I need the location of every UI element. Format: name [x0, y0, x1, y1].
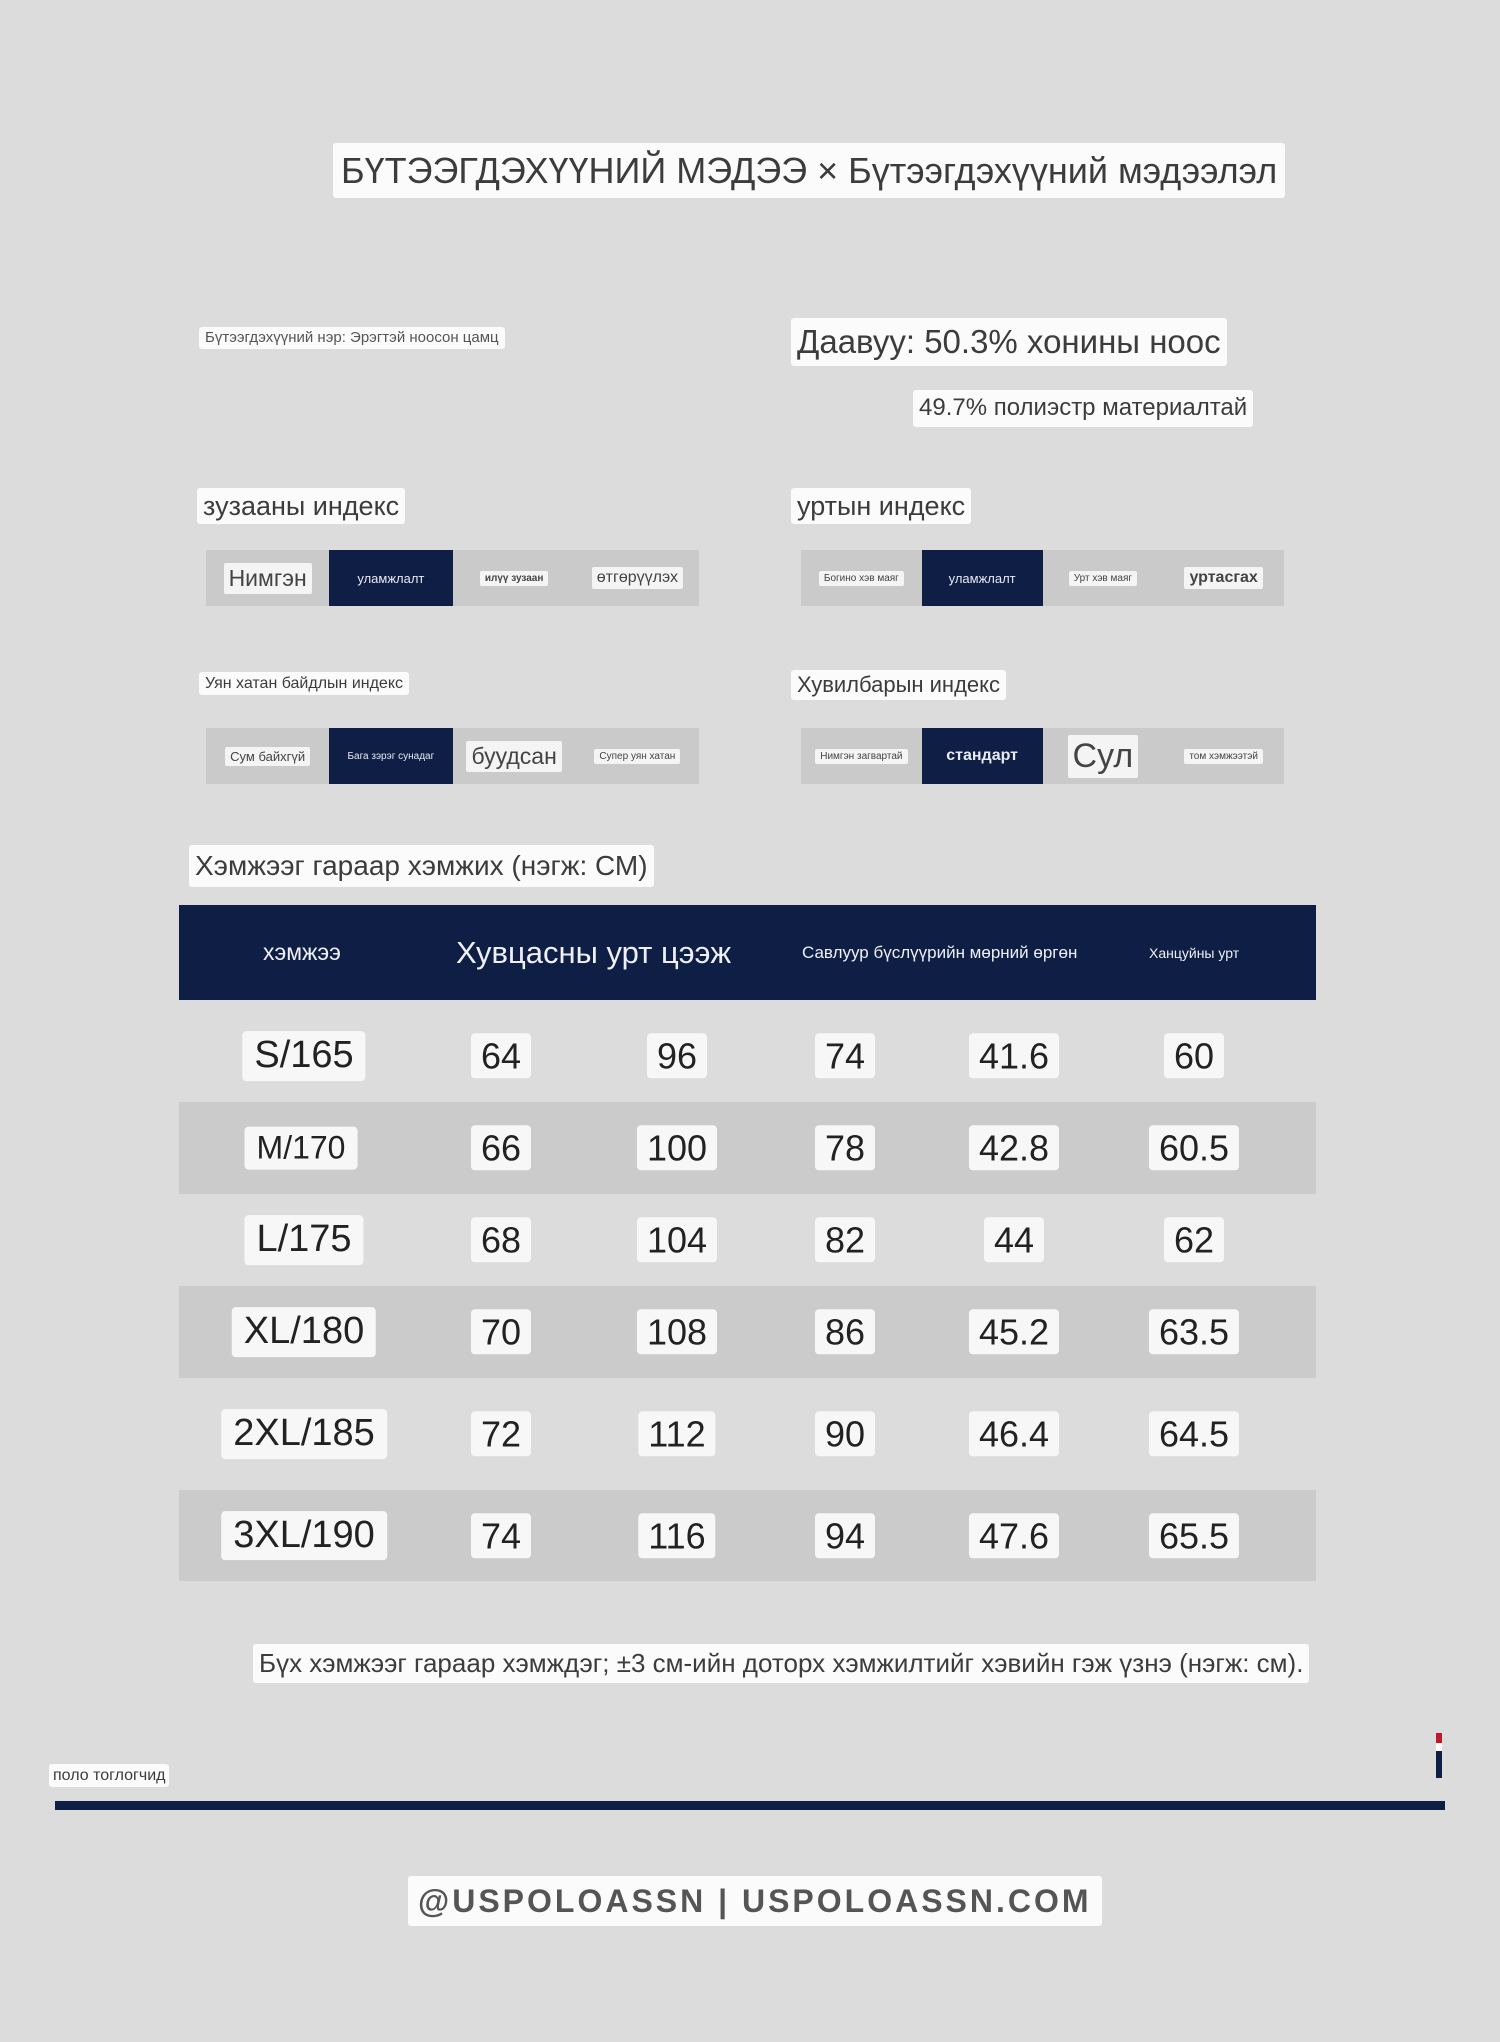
value-cell: 63.5 [1149, 1309, 1239, 1354]
header-sleeve: Ханцуйны урт [1149, 944, 1240, 961]
elasticity-seg-super: Супер уян хатан [576, 728, 699, 784]
thickness-seg-thicker: илүү зузаан [453, 550, 576, 606]
length-index-scale [801, 550, 1284, 606]
length-seg-short: Богино хэв маяг [801, 550, 922, 606]
size-cell: S/165 [242, 1031, 365, 1081]
elasticity-index-label: Уян хатан байдлын индекс [199, 672, 409, 695]
elasticity-seg-slight: Бага зэрэг сунадаг [329, 728, 452, 784]
value-cell: 70 [471, 1309, 531, 1354]
value-cell: 100 [637, 1125, 717, 1170]
fit-index-scale [801, 728, 1284, 784]
product-name: Бүтээгдэхүүний нэр: Эрэгтэй ноосон цамц [199, 327, 505, 349]
footer-link[interactable]: @USPOLOASSN | USPOLOASSN.COM [408, 1876, 1102, 1926]
flag-marker-icon [1436, 1733, 1442, 1778]
value-cell: 62 [1164, 1217, 1224, 1262]
value-cell: 41.6 [969, 1033, 1059, 1078]
table-row [179, 1378, 1316, 1490]
fabric-composition: Даавуу: 50.3% хонины ноос [791, 318, 1227, 366]
measurement-title: Хэмжээг гараар хэмжих (нэгж: СМ) [189, 845, 654, 887]
fabric-composition-2: 49.7% полиэстр материалтай [913, 390, 1253, 427]
header-shoulder: Савлуур бүслүүрийн мөрний өргөн [802, 942, 1078, 962]
length-seg-long: Урт хэв маяг [1043, 550, 1164, 606]
value-cell: 74 [815, 1033, 875, 1078]
length-seg-traditional: уламжлалт [922, 550, 1043, 606]
fit-seg-oversized: том хэмжээтэй [1163, 728, 1284, 784]
value-cell: 45.2 [969, 1309, 1059, 1354]
value-cell: 65.5 [1149, 1513, 1239, 1558]
value-cell: 78 [815, 1125, 875, 1170]
value-cell: 68 [471, 1217, 531, 1262]
brand-tag: поло тоглогчид [49, 1764, 169, 1787]
value-cell: 64 [471, 1033, 531, 1078]
value-cell: 108 [637, 1309, 717, 1354]
value-cell: 44 [984, 1217, 1044, 1262]
divider [55, 1801, 1445, 1810]
value-cell: 74 [471, 1513, 531, 1558]
value-cell: 96 [647, 1033, 707, 1078]
value-cell: 112 [638, 1411, 715, 1456]
table-row [179, 1286, 1316, 1378]
fit-seg-loose: Сул [1043, 728, 1164, 784]
value-cell: 47.6 [969, 1513, 1059, 1558]
size-cell: L/175 [244, 1215, 363, 1265]
table-row [179, 1010, 1316, 1102]
size-cell: 3XL/190 [221, 1511, 387, 1561]
value-cell: 72 [471, 1411, 531, 1456]
size-cell: 2XL/185 [221, 1409, 387, 1459]
value-cell: 60 [1164, 1033, 1224, 1078]
fit-seg-slim: Нимгэн загвартай [801, 728, 922, 784]
elasticity-seg-none: Сум байхгүй [206, 728, 329, 784]
elasticity-index-scale [206, 728, 699, 784]
table-header [179, 905, 1316, 1000]
value-cell: 90 [815, 1411, 875, 1456]
thickness-index-scale [206, 550, 699, 606]
length-seg-lengthen: уртасгах [1163, 550, 1284, 606]
value-cell: 46.4 [969, 1411, 1059, 1456]
table-row [179, 1194, 1316, 1286]
value-cell: 60.5 [1149, 1125, 1239, 1170]
elasticity-seg-stretch: буудсан [453, 728, 576, 784]
value-cell: 82 [815, 1217, 875, 1262]
size-cell: XL/180 [232, 1307, 376, 1357]
fit-index-label: Хувилбарын индекс [791, 670, 1006, 700]
size-cell: M/170 [245, 1127, 358, 1170]
header-length-chest: Хувцасны урт цээж [456, 934, 732, 970]
thickness-seg-thin: Нимгэн [206, 550, 329, 606]
header-size: хэмжээ [263, 939, 341, 965]
measurement-note: Бүх хэмжээг гараар хэмждэг; ±3 см-ийн доторх хэмжилтийг хэвийн гэж үзнэ (нэгж: см). [253, 1644, 1309, 1683]
value-cell: 94 [815, 1513, 875, 1558]
value-cell: 42.8 [969, 1125, 1059, 1170]
table-row [179, 1102, 1316, 1194]
fit-seg-standard: стандарт [922, 728, 1043, 784]
value-cell: 86 [815, 1309, 875, 1354]
value-cell: 116 [638, 1513, 715, 1558]
length-index-label: уртын индекс [791, 488, 971, 524]
thickness-seg-thickening: өтгөрүүлэх [576, 550, 699, 606]
thickness-seg-traditional: уламжлалт [329, 550, 452, 606]
value-cell: 66 [471, 1125, 531, 1170]
value-cell: 104 [637, 1217, 717, 1262]
size-table [179, 905, 1316, 1556]
thickness-index-label: зузааны индекс [197, 488, 405, 524]
page-title: БҮТЭЭГДЭХҮҮНИЙ МЭДЭЭ × Бүтээгдэхүүний мэдээлэл [333, 143, 1285, 198]
table-row [179, 1490, 1316, 1581]
value-cell: 64.5 [1149, 1411, 1239, 1456]
